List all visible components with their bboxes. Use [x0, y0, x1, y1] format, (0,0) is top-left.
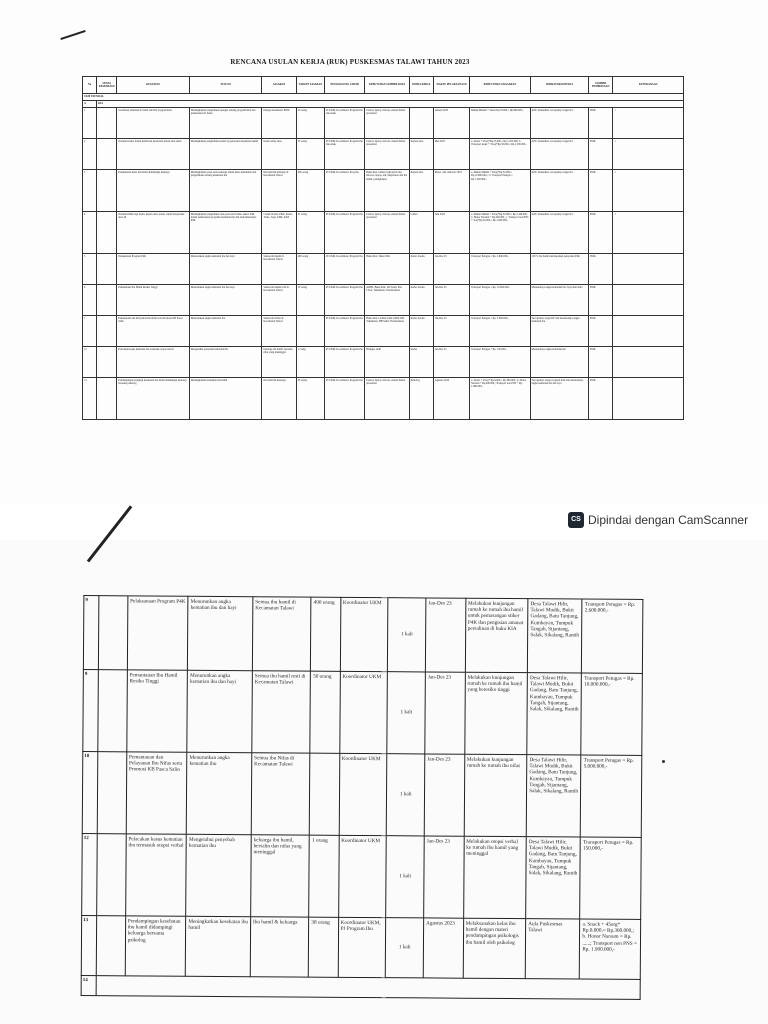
- kegiatan-cell: Pendampingan pengkaji kesehatan ibu hamil didampingi keluarga bersama psikolog: [117, 378, 190, 420]
- mitra-cell: Kader, Kades: [409, 315, 433, 346]
- biaya-cell: Transport Petugas = Rp. 150.000,-: [580, 837, 641, 919]
- target-cell: 50 orang: [296, 284, 324, 315]
- kegiatan-cell: Pelaksanaan Program P4K: [117, 253, 190, 284]
- keterangan-cell: ✓: [613, 211, 684, 253]
- waktu-cell: Jan-Des 23: [433, 253, 469, 284]
- waktu-cell: Maret, Juli, Oktober 2023: [433, 170, 469, 212]
- kegiatan-cell: Pemantauan Ibu Hamil Resiko Tinggi: [127, 670, 188, 752]
- penanggung-jawab-cell: Koordinator UKM: [338, 835, 387, 917]
- upaya-cell: [97, 211, 117, 253]
- penanggung-jawab-cell: PJ UKM, Koordinator Program Ibu: [324, 284, 364, 315]
- kegiatan-cell: Pelaksanaan Program P4K: [127, 596, 188, 670]
- kegiatan-cell: Pemantauan dan Pelayanan Ibu Nifas serta Promosi KB Pasca Salin: [126, 752, 187, 834]
- pembiayaan-cell: BOK: [589, 284, 613, 315]
- sasaran-cell: Ibu hamil & keluarga di Kecamatan Talawi: [262, 170, 296, 212]
- target-cell: 45 orang: [296, 211, 324, 253]
- row-number: 13: [83, 378, 97, 420]
- row-number: 6: [83, 284, 97, 315]
- pelaksanaan-cell: Melakukan kunjungan rumah ke rumah ibu hamil yang beresiko tinggi: [464, 672, 527, 754]
- tujuan-cell: Meningkatkan pengetahuan dan peran serta lintas sektor P4K dalam pelaksanaan program kesehatan ibu dan anak khususnya P4K: [189, 211, 262, 253]
- target-cell: 400 orang: [296, 170, 324, 212]
- waktu-cell: Jan-Des 23: [424, 836, 464, 918]
- pembiayaan-cell: BOK: [589, 347, 613, 378]
- sasaran-cell: Semua ibu hamil resti di Kecamatan Talawi: [252, 671, 311, 753]
- activity-row: [83, 596, 643, 674]
- pembiayaan-cell: BOK: [589, 108, 613, 139]
- row-number: 5: [83, 253, 97, 284]
- anggaran-cell: Transport Petugas = Rp. 2.600.000,-: [470, 253, 531, 284]
- upaya-cell: [97, 139, 117, 170]
- sumber-daya-cell: Buku KIA, Lembar balik ASPK KB, Tensimeter, HB Sahli, Thermometer: [365, 315, 409, 346]
- kegiatan-cell: Pendampingan kesehatan ibu hamil didampingi keluarga bersama psikolog: [125, 916, 186, 976]
- kegiatan-cell: Pemantauan dan Pelayanan Ibu Nifas serta Promosi KB Pasca Salin: [117, 315, 190, 346]
- waktu-cell: Juni 2023: [433, 211, 469, 253]
- ruk-header-cell: SASARAN: [262, 77, 296, 94]
- target-cell: 33 orang: [296, 139, 324, 170]
- waktu-cell: Jan-Des 23: [433, 347, 469, 378]
- row-number: 13: [81, 916, 96, 976]
- waktu-cell: Jan-Des 23: [425, 672, 465, 754]
- row-number: 1: [83, 108, 97, 139]
- ruk-row: [83, 315, 684, 346]
- activity-row: [81, 916, 640, 980]
- pembiayaan-cell: BOK: [589, 211, 613, 253]
- indikator-cell: 100 % ibu hamil mendapatkan pelayanan P4K: [530, 253, 588, 284]
- pembiayaan-cell: BOK: [589, 315, 613, 346]
- target-cell: 490 orang: [311, 597, 341, 671]
- kegiatan-cell: Pelaksanaan kelas ibu hamil didampingi keluarga: [117, 170, 190, 212]
- sumber-daya-cell: Jadwal, laptop, infocus, materi/bahan presentasi: [365, 378, 409, 420]
- pelaksanaan-cell: Melakukan otopsi verbal ke rumah ibu hamil yang meninggal: [463, 836, 526, 918]
- biaya-cell: Transport Petugas = Rp. 10.000.000,-: [581, 673, 642, 755]
- indikator-cell: ANC berkualitas, tercapainya target K4: [530, 108, 588, 139]
- document-title: RENCANA USULAN KERJA (RUK) PUSKESMAS TALAWI TAHUN 2023: [230, 58, 470, 66]
- sumber-daya-cell: Jadwal, laptop, infocus, materi/bahan presentasi: [365, 211, 409, 253]
- scanned-page-1: [0, 0, 768, 505]
- tujuan-cell: Meningkatkan pengetahuan kader ttg pelayanan kesehatan bumil: [189, 139, 262, 170]
- keterangan-cell: [613, 284, 684, 315]
- frekuensi-cell: 1 kali: [387, 672, 425, 754]
- row-number: 14: [81, 976, 96, 996]
- row-number: 9: [83, 596, 98, 670]
- mitra-cell: Kader, Kades: [409, 284, 433, 315]
- tujuan-cell: Menurunkan angka kematian ibu dan bayi: [188, 596, 253, 670]
- scan-dot: [662, 760, 665, 763]
- tujuan-cell: Meningkatkan kesehatan ibu hamil: [189, 378, 262, 420]
- upaya-cell: [97, 347, 117, 378]
- target-cell: 1 orang: [309, 835, 339, 917]
- waktu-cell: Jan-Des 23: [433, 315, 469, 346]
- ruk-header-row: [83, 77, 684, 94]
- activity-table: [81, 595, 644, 1000]
- kegiatan-cell: Orientasi kader dalam kemitraan kesehatan terkait usia subur: [117, 139, 190, 170]
- sumber-daya-cell: Jadwal, laptop, infocus, materi/bahan presentasi: [365, 108, 409, 139]
- sumber-daya-cell: Buku KIA, Stiker P4K: [365, 253, 409, 284]
- pembiayaan-cell: BOK: [589, 139, 613, 170]
- upaya-cell: [97, 284, 117, 315]
- penanggung-jawab-cell: PJ UKM, Koordinator Program Ibu: [324, 211, 364, 253]
- mitra-cell: Kepala desa: [409, 139, 433, 170]
- row-number: 10: [82, 752, 97, 834]
- sumber-daya-cell: Buku KIA, lembar balik kelas ibu, infocus, laptop, atk, Meja/kursi dan ibu hamil, pelengkapan: [365, 170, 409, 212]
- tujuan-cell: Mengetahui penyebab kematian ibu: [189, 347, 262, 378]
- waktu-cell: Mei 2023: [433, 139, 469, 170]
- kegiatan-cell: Sosialisasi Orientasi K Sehat dan DO program KIA: [117, 108, 190, 139]
- ruk-header-cell: SUMBER PEMBIAYAAN: [589, 77, 613, 94]
- penanggung-jawab-cell: PJ UKM, Koordinator Program Ibu dan Anak: [324, 108, 364, 139]
- section-sub-label: KIA: [97, 101, 684, 108]
- ruk-header-cell: MITRA KERJA: [409, 77, 433, 94]
- row-number: 12: [82, 834, 97, 916]
- indikator-cell: Menurunnya angka kematian ibu, bayi dan balita: [530, 284, 588, 315]
- ruk-header-cell: KEBUTUHAN SUMBER DAYA: [365, 77, 409, 94]
- camscanner-text: Dipindai dengan CamScanner: [588, 513, 749, 527]
- sasaran-cell: Semua ibu hamil resti di Kecamatan Talawi: [262, 284, 296, 315]
- row-number: 4: [83, 211, 97, 253]
- keterangan-cell: ✓: [613, 108, 684, 139]
- ruk-row: [83, 347, 684, 378]
- pembiayaan-cell: BOK: [589, 253, 613, 284]
- penanggung-jawab-cell: Koordinator UKM: [339, 753, 388, 835]
- target-cell: 490 orang: [296, 253, 324, 284]
- tujuan-cell: Meningkatkan kesehatan ibu hamil: [186, 916, 251, 976]
- spacer-cell: [97, 670, 127, 752]
- ruk-table: [82, 76, 684, 420]
- tujuan-cell: Mengetahui penyebab kematian ibu: [186, 834, 251, 916]
- sasaran-cell: Semua ibu hamil di Kecamatan Talawi: [252, 597, 311, 671]
- mitra-cell: Camat: [409, 211, 433, 253]
- target-cell: [310, 753, 340, 835]
- target-cell: 38 orang: [296, 378, 324, 420]
- mitra-cell: Kader, Kades: [409, 253, 433, 284]
- row-number: 12: [83, 347, 97, 378]
- upaya-cell: [97, 108, 117, 139]
- kegiatan-cell: Pelacakan kasus kematian ibu termasuk otopsi verbal: [125, 834, 186, 916]
- penanggung-jawab-cell: Koordinator UKM: [339, 671, 388, 753]
- penanggung-jawab-cell: PJ UKM, Koordinator Prog Ibu: [324, 170, 364, 212]
- lokasi-cell: Desa Talawi Hilir, Talawi Mudik, Bukit Gadang, Batu Tanjung, Kumbayau, Tumpuk Tangah, Sijantang, Salak, Sikalang, Rantih: [526, 755, 581, 837]
- biaya-cell: a. Snack + 45org* Rp.8.000,= Rp.360.000,; b. Honor Narsum = Rp. ......; Transport non PNS = Rp. 1.900.000,-: [580, 919, 641, 979]
- ruk-header-cell: No: [83, 77, 97, 94]
- upaya-cell: [97, 315, 117, 346]
- target-cell: 50 orang: [310, 671, 340, 753]
- mitra-cell: Kepala desa: [409, 170, 433, 212]
- row-number: 2: [83, 139, 97, 170]
- section-row: [83, 94, 684, 101]
- anggaran-cell: a. Makan Minum + 40org*Rp.32.000,= Rp.12.800.000,-; b. Transport Petugas = Rp.7.200.000,-: [470, 170, 531, 212]
- ruk-header-cell: TARGET SASARAN: [296, 77, 324, 94]
- ruk-row: [83, 211, 684, 253]
- tujuan-cell: Menurunkan angka kematian ibu dan bayi: [189, 253, 262, 284]
- row-number: 7: [83, 315, 97, 346]
- tujuan-cell: Menurunkan angka kematian ibu dan bayi: [187, 670, 252, 752]
- penanggung-jawab-cell: PJ UKM, Koordinator Program Ibu: [324, 378, 364, 420]
- indikator-cell: Tercapainya target program KIA dan menurunnya angka kematian ibu dan bayi: [530, 378, 588, 420]
- ruk-row: [83, 378, 684, 420]
- penanggung-jawab-cell: PJ UKM, Koordinator Program Ibu: [324, 253, 364, 284]
- ruk-row: [83, 170, 684, 212]
- keterangan-cell: [613, 347, 684, 378]
- keterangan-cell: [613, 253, 684, 284]
- pelaksanaan-cell: Melaksanakan kelas ibu hamil dengan materi pendampingan psikologis ibu hamil oleh psikolog: [463, 918, 526, 978]
- tujuan-cell: Meningkatkan pengetahuan petugas tentang program KIA dan pelaksanaan K Sehat: [189, 108, 262, 139]
- tujuan-cell: Menurunkan angka kematian ibu: [187, 752, 252, 834]
- penanggung-jawab-cell: PJ UKM, Koordinator Program Ibu: [324, 315, 364, 346]
- ruk-row: [83, 253, 684, 284]
- ruk-header-cell: WAKTU PELAKSANAAN: [433, 77, 469, 94]
- row-number: 3: [83, 170, 97, 212]
- ruk-header-cell: TUJUAN: [189, 77, 262, 94]
- tujuan-cell: Menurunkan angka kematian ibu: [189, 315, 262, 346]
- biaya-cell: Transport Petugas = Rp. 5.000.000,-: [581, 755, 642, 837]
- penanggung-jawab-cell: Koordinator UKM: [340, 597, 388, 671]
- anggaran-cell: Transport Petugas + Rp. 150.000,-: [470, 347, 531, 378]
- sasaran-cell: Kader setiap desa: [262, 139, 296, 170]
- ruk-row: [83, 108, 684, 139]
- row-number: 9: [83, 670, 98, 752]
- ruk-header-cell: PENANGGUNG JAWAB: [324, 77, 364, 94]
- frekuensi-cell: 1 kali: [386, 918, 424, 978]
- sasaran-cell: keluarga ibu hamil, bersalin, nifas yang meninggal: [262, 347, 296, 378]
- indikator-cell: ANC berkualitas, tercapainya target K4: [530, 139, 588, 170]
- sasaran-cell: Ibu hamil & keluarga: [262, 378, 296, 420]
- anggaran-cell: a. Makan Minum + 45org*Rp.32.000,= Rp.1.440.000; b. Honor Narsum + Rp.400.000,; c. Transport non PNS + 3org*Rp.50.000,= Rp.1.800.000,-: [470, 211, 531, 253]
- sumber-daya-cell: ADPK, Buku KIA, ISI Salah, Pita LILA, Tensimeter, Thermometer: [365, 284, 409, 315]
- target-cell: 38 orang: [309, 917, 339, 977]
- indikator-cell: Menurunnya angka kematian ibu: [530, 347, 588, 378]
- mitra-cell: [409, 108, 433, 139]
- penanggung-jawab-cell: PJ UKM, Koordinator Program Ibu dan Anak: [324, 139, 364, 170]
- ruk-row: [83, 284, 684, 315]
- waktu-cell: Januari 2023: [433, 108, 469, 139]
- lokasi-cell: Aula Puskesmas Talawi: [525, 919, 580, 979]
- keterangan-cell: [613, 315, 684, 346]
- target-cell: [296, 315, 324, 346]
- anggaran-cell: a. Snack + 45org*Rp.25.000,= Rp.1.025.000; b. Transport kader + 35org*Rp.50.000,= Rp.1.500.000,-: [470, 139, 531, 170]
- activity-row: [82, 834, 642, 920]
- pen-mark: [60, 30, 85, 40]
- spacer-cell: [96, 916, 126, 976]
- sasaran-cell: Semua ibu Nifas di Kecamatan Talawi: [262, 315, 296, 346]
- pembiayaan-cell: BOK: [589, 378, 613, 420]
- waktu-cell: Jan-Des 23: [433, 284, 469, 315]
- ruk-header-cell: KETERANGAN: [613, 77, 684, 94]
- sasaran-cell: Petugas kesehatan/ PKM: [262, 108, 296, 139]
- penanggung-jawab-cell: PJ UKM, Koordinator Program Ibu: [324, 347, 364, 378]
- ruk-row: [83, 139, 684, 170]
- waktu-cell: Jan-Des 23: [424, 754, 464, 836]
- ruk-header-cell: UPAYA KESEHATAN: [97, 77, 117, 94]
- anggaran-cell: Transport Petugas = Rp. 10.000.000,-: [470, 284, 531, 315]
- pelaksanaan-cell: Melakukan kunjungan rumah ke rumah ibu nifas: [464, 754, 527, 836]
- lokasi-cell: Desa Talawi Hilir, Talawi Mudik, Bukit Gadang, Batu Tanjung, Kumbayau, Tumpuk Tangah, Sijantang, Salak, Sikalang, Rantih: [526, 837, 581, 919]
- biaya-cell: Transport Petugas = Rp. 2.600.000,-: [582, 599, 643, 673]
- camscanner-logo: CS: [568, 512, 584, 528]
- upaya-cell: [97, 253, 117, 284]
- keterangan-cell: [613, 378, 684, 420]
- ruk-header-cell: INDIKATOR KINERJA: [530, 77, 588, 94]
- penanggung-jawab-cell: Koordinator UKM, PJ Program Ibu: [338, 917, 386, 977]
- section-sub-no: A: [83, 101, 97, 108]
- section-label: UKM ESENSIAL: [83, 94, 684, 101]
- activity-row: [82, 752, 642, 838]
- frekuensi-cell: 1 kali: [387, 754, 425, 836]
- activity-row: [83, 670, 643, 756]
- sasaran-cell: keluarga ibu hamil, bersalin dan nifas yang meninggal: [251, 835, 310, 917]
- anggaran-cell: a. Snack + 45org* Rp.8.000,= Rp.360.000,; b. Honor Narsum + Rp.400.000,; Transport non PNS + Rp. 1.900.000,-: [470, 378, 531, 420]
- anggaran-cell: Makan Minum + Snack Rp.32.000,= Rp.960.000,-: [470, 108, 531, 139]
- waktu-cell: Agustus 2023: [423, 918, 463, 978]
- lokasi-cell: Desa Talawi Hilir, Talawi Mudik, Bukit Gadang, Batu Tanjung, Kumbayau, Tumpuk Tangah, Sijantang, Salak, Sikalang, Rantih: [527, 673, 582, 755]
- kegiatan-cell: Orientasi P4K bagi kader, kepala desa, kader, tokoh masyarakat desa 40: [117, 211, 190, 253]
- sasaran-cell: Semua ibu Nifas di Kecamatan Talawi: [251, 753, 310, 835]
- kegiatan-cell: Pelacakan kasus kematian ibu termasuk otopsi verbal: [117, 347, 190, 378]
- tujuan-cell: Meningkatkan peran serta keluarga dalam masa kehamilan dan pengetahuan tentang kesehatan ibu: [189, 170, 262, 212]
- sumber-daya-cell: Jadwal, laptop, infocus, materi/bahan presentasi: [365, 139, 409, 170]
- spacer-cell: [98, 596, 128, 670]
- ruk-header-cell: KEBUTUHAN ANGGARAN: [470, 77, 531, 94]
- sasaran-cell: Ibu hamil & keluarga: [250, 917, 309, 977]
- upaya-cell: [97, 170, 117, 212]
- pembiayaan-cell: BOK: [589, 170, 613, 212]
- empty-cell: [96, 976, 641, 1000]
- keterangan-cell: ✓: [613, 170, 684, 212]
- lokasi-cell: Desa Talawi Hilir, Talawi Mudik, Bukit Gadang, Batu Tanjung, Kumbayau, Tumpuk Tangah, Sijantang, Salak, Sikalang, Rantih: [528, 599, 583, 673]
- kegiatan-cell: Pemantauan Ibu Hamil Resiko Tinggi: [117, 284, 190, 315]
- mitra-cell: Kades: [409, 347, 433, 378]
- tujuan-cell: Menurunkan angka kematian ibu dan bayi: [189, 284, 262, 315]
- ruk-header-cell: KEGIATAN: [117, 77, 190, 94]
- keterangan-cell: ✓: [613, 139, 684, 170]
- spacer-cell: [97, 752, 127, 834]
- upaya-cell: [97, 378, 117, 420]
- target-cell: 20 orang: [296, 108, 324, 139]
- sasaran-cell: Semua ibu hamil di Kecamatan Talawi: [262, 253, 296, 284]
- mitra-cell: Psikolog: [409, 378, 433, 420]
- anggaran-cell: Transport Petugas = Rp. 5.000.000,-: [470, 315, 531, 346]
- sasaran-cell: Camat, Kades, PKK, Kader, Toma, Toga, LPM, KAN: [262, 211, 296, 253]
- indikator-cell: ANC berkualitas, tercapainya target K4: [530, 211, 588, 253]
- frekuensi-cell: 1 kali: [388, 598, 426, 672]
- indikator-cell: Tercapainya target KF dan menurunnya angka kematian ibu: [530, 315, 588, 346]
- spacer-cell: [96, 834, 126, 916]
- indikator-cell: ANC berkualitas, tercapainya target K4: [530, 170, 588, 212]
- waktu-cell: Agustus 2023: [433, 378, 469, 420]
- sumber-daya-cell: Blangko audit: [365, 347, 409, 378]
- activity-row-last: [81, 976, 640, 1000]
- waktu-cell: Jan-Des 23: [425, 598, 465, 672]
- section-sub-row: [83, 101, 684, 108]
- pelaksanaan-cell: Melakukan kunjungan rumah ke rumah ibu hamil untuk pemasangan stiker P4K dan pengisian amanat persalinan di buku KIA: [465, 598, 528, 672]
- frekuensi-cell: 1 kali: [386, 836, 424, 918]
- target-cell: 1 orang: [296, 347, 324, 378]
